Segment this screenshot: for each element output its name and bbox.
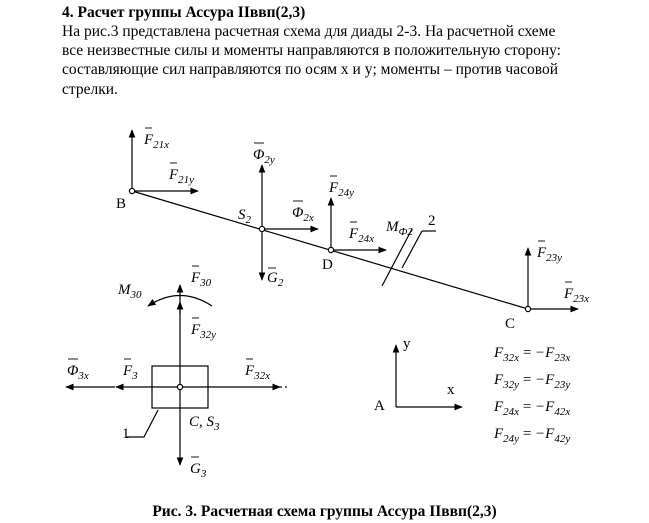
equation: $F_{24x} = -F_{42x}$ <box>494 399 571 418</box>
label-a: A <box>374 398 385 414</box>
paragraph-line: На рис.3 представлена расчетная схема для диады 2-3. На расчетной схеме <box>62 23 556 40</box>
label-axis-x: x <box>447 382 455 398</box>
label-phi3x: $\Phi_{3x}$ <box>67 363 89 382</box>
label-f24y: $F_{24y}$ <box>329 180 355 199</box>
point-s2 <box>259 226 264 231</box>
label-f30: $F_{30}$ <box>191 270 212 289</box>
label-c: C <box>505 316 516 332</box>
label-d: D <box>322 257 333 273</box>
label-mphi2: $M_{Ф2}$ <box>386 219 413 238</box>
label-f24x: $F_{24x}$ <box>349 226 375 245</box>
paragraph-line: все неизвестные силы и моменты направляются в положительную сторону: <box>62 42 561 60</box>
label-f3: $F_3$ <box>123 363 138 382</box>
point-c-s3 <box>177 384 182 389</box>
label-f23y: $F_{23y}$ <box>537 245 563 264</box>
label-axis-y: y <box>403 336 411 352</box>
label-f32y: $F_{32y}$ <box>191 322 217 341</box>
label-f23x: $F_{23x}$ <box>564 286 590 305</box>
joint-c <box>525 306 530 311</box>
label-g3: $G_3$ <box>190 461 207 480</box>
label-b: B <box>116 196 127 212</box>
label-f21x: $F_{21x}$ <box>144 132 170 151</box>
equation: $F_{32y} = -F_{23y}$ <box>494 372 571 391</box>
section-heading: 4. Расчет группы Ассура IIввп(2,3) <box>62 4 306 21</box>
equation: $F_{32x} = -F_{23x}$ <box>494 345 571 364</box>
label-s2: $S_2$ <box>238 207 251 226</box>
label-c-s3: C, $S_3$ <box>189 414 220 433</box>
label-phi2y: $\Phi_{2y}$ <box>253 147 275 166</box>
link-1-leader <box>126 410 158 437</box>
label-link-1: 1 <box>122 426 130 442</box>
label-f32x: $F_{32x}$ <box>245 363 271 382</box>
paragraph-line: составляющие сил направляются по осям x и y; моменты – против часовой <box>62 61 558 79</box>
label-f21y: $F_{21y}$ <box>169 167 195 186</box>
equation: $F_{24y} = -F_{42y}$ <box>494 426 571 445</box>
label-phi2x: $\Phi_{2x}$ <box>292 205 314 224</box>
figure-caption: Рис. 3. Расчетная схема группы Ассура IIввп(2,3) <box>152 503 497 520</box>
paragraph-line: стрелки. <box>62 80 118 98</box>
label-g2: $G_2$ <box>267 270 284 289</box>
joint-b <box>129 188 134 193</box>
point-d <box>328 247 333 252</box>
label-m30: $M_{30}$ <box>118 282 142 301</box>
equation-list <box>493 345 570 445</box>
label-link-2: 2 <box>428 213 436 229</box>
